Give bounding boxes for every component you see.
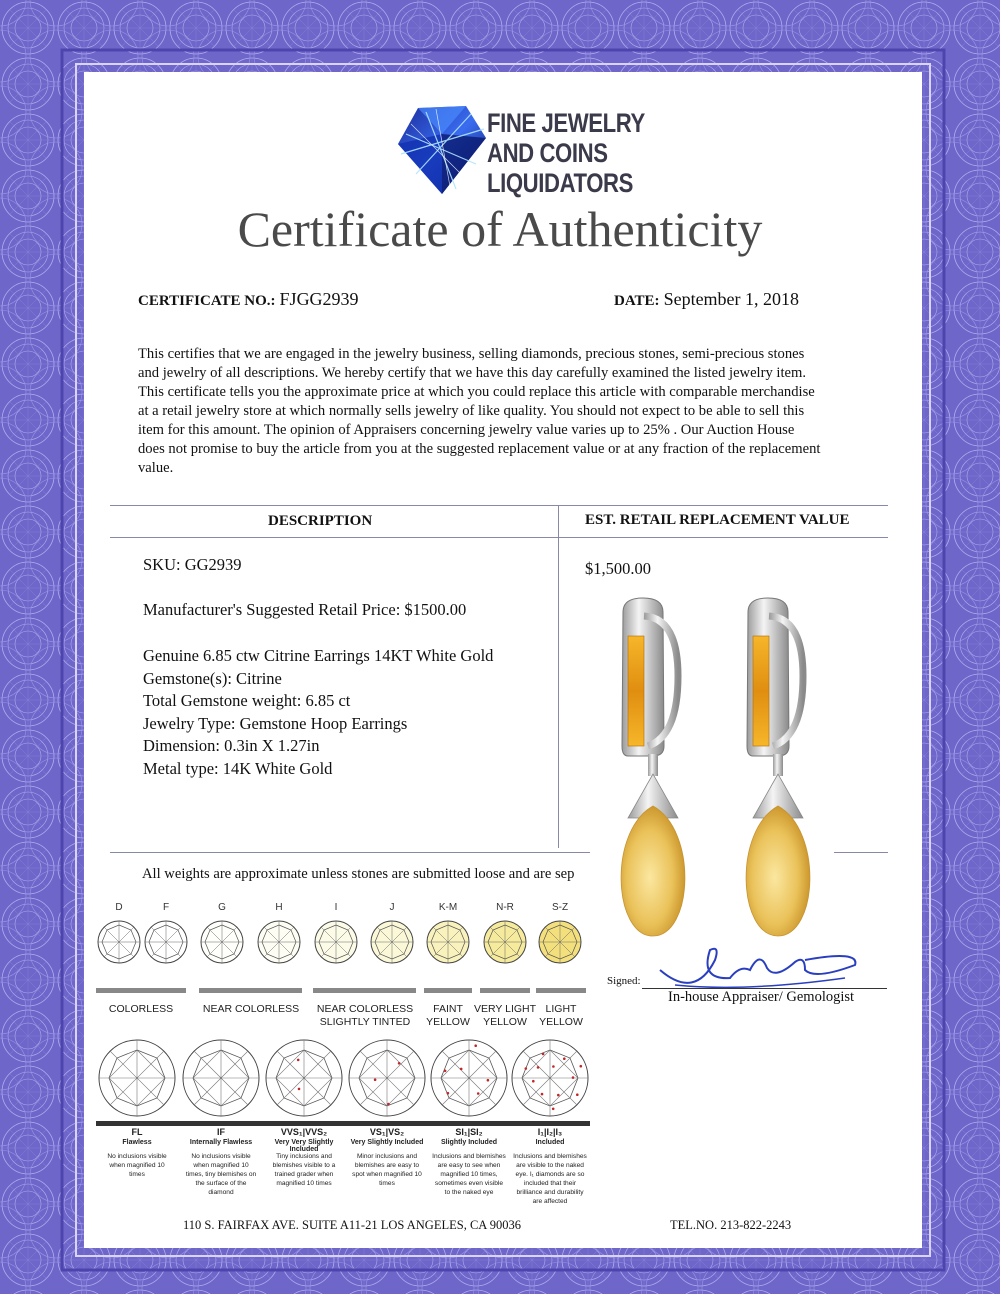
table-bottom-rule-left [110, 852, 590, 853]
diamond-clarity-icon [181, 1038, 261, 1118]
clarity-description-line: Tiny inclusions and [276, 1153, 332, 1160]
clarity-code: VVS₁|VVS₂ [280, 1127, 328, 1137]
date-value: September 1, 2018 [663, 289, 800, 309]
clarity-description [180, 1152, 262, 1197]
diamond-color-icon [313, 919, 359, 965]
clarity-description-line: No inclusions visible [107, 1153, 167, 1160]
clarity-description-line: Minor inclusions and [356, 1153, 418, 1160]
certificate-number-value: FJGG2939 [279, 289, 359, 309]
sku: SKU: GG2939 [143, 555, 242, 574]
clarity-description-line: are visible to the naked [516, 1162, 584, 1169]
color-grade-label: K-M [438, 902, 458, 913]
certificate-date [614, 289, 799, 310]
table-column-divider [558, 505, 559, 848]
description-line: Jewelry Type: Gemstone Hoop Earrings [143, 713, 408, 733]
clarity-name: Very Slightly Included [350, 1139, 424, 1146]
description-header: DESCRIPTION [268, 513, 373, 529]
clarity-description-line: magnified 10 times, [440, 1171, 498, 1178]
appraiser-title: In-house Appraiser/ Gemologist [668, 989, 855, 1005]
clarity-description-line: Inclusions and blemishes [432, 1153, 506, 1160]
diamond-color-icon [96, 919, 142, 965]
clarity-description-line: when magnified 10 [193, 1162, 249, 1169]
clarity-name: Slightly Included [440, 1139, 497, 1146]
color-group-bar [424, 988, 472, 993]
diamond-color-icon [256, 919, 302, 965]
color-grade-label: G [218, 902, 226, 913]
intro-line: does not promise to buy the article from you at the suggested replacement value or at any fraction of the replacement [138, 441, 821, 457]
color-category-line: YELLOW [426, 1016, 470, 1028]
clarity-code: IF [217, 1127, 225, 1137]
clarity-name: Flawless [122, 1139, 152, 1146]
diamond-clarity-icon [264, 1038, 344, 1118]
color-category-line: NEAR COLORLESS [316, 1003, 414, 1015]
clarity-description-line: brilliance and durability [516, 1189, 584, 1196]
intro-line: and jewelry of all descriptions. We hereby certify that we have this day carefully examined the listed jewelry item. [138, 365, 807, 381]
intro-paragraph [138, 345, 878, 478]
color-group-bar [199, 988, 302, 993]
clarity-description-line: times, tiny blemishes on [185, 1171, 257, 1178]
diamond-clarity-icon [347, 1038, 427, 1118]
description-line: Metal type: 14K White Gold [143, 758, 333, 778]
color-grade-label: D [115, 902, 123, 913]
clarity-name: Included [535, 1139, 565, 1146]
diamond-color-icon [482, 919, 528, 965]
value-header: EST. RETAIL REPLACEMENT VALUE [585, 512, 850, 528]
clarity-code: I₁|I₂|I₃ [537, 1127, 563, 1137]
clarity-description-line: No inclusions visible [191, 1153, 251, 1160]
clarity-description-line: Inclusions and blemishes [513, 1153, 587, 1160]
color-category-line: YELLOW [539, 1016, 583, 1028]
intro-line: value. [138, 460, 174, 476]
color-category-line: YELLOW [483, 1016, 527, 1028]
color-grade-label: N-R [496, 902, 514, 913]
gem-logo-icon [396, 104, 488, 196]
table-header-rule [110, 537, 888, 538]
clarity-description-line: blemishes are easy to [354, 1162, 420, 1169]
clarity-description-line: times [379, 1180, 395, 1187]
color-category-line: SLIGHTLY TINTED [319, 1016, 411, 1028]
footer-address: 110 S. FAIRFAX AVE. SUITE A11-21 LOS ANGELES, CA 90036 [183, 1218, 521, 1232]
clarity-description [509, 1152, 591, 1206]
clarity-description-line: sometimes even visible [434, 1180, 504, 1187]
page-title: Certificate of Authenticity [237, 201, 763, 257]
color-group-bar [96, 988, 186, 993]
diamond-clarity-icon [510, 1038, 590, 1118]
diamond-color-icon [199, 919, 245, 965]
color-category-line: NEAR COLORLESS [202, 1003, 300, 1015]
description-line: Genuine 6.85 ctw Citrine Earrings 14KT White Gold [143, 646, 494, 665]
clarity-code: VS₁|VS₂ [369, 1127, 405, 1137]
earring-left [621, 598, 685, 936]
color-grade-label: I [334, 902, 338, 913]
diamond-color-icon [537, 919, 583, 965]
date-label: DATE: [614, 293, 660, 309]
clarity-description-line: eye. I₁ diamonds are so [515, 1171, 585, 1178]
color-category-line: COLORLESS [108, 1003, 174, 1015]
footer-phone: TEL.NO. 213-822-2243 [670, 1218, 792, 1232]
diamond-color-icon [425, 919, 471, 965]
retail-value: $1,500.00 [585, 559, 651, 578]
certificate-number [138, 289, 359, 310]
color-category [506, 1003, 616, 1029]
description-details [143, 645, 493, 781]
clarity-description [263, 1152, 345, 1188]
clarity-description-line: blemishes visible to a [272, 1162, 336, 1169]
color-grade-label: F [162, 902, 170, 913]
logo-line-1: FINE JEWELRY [487, 108, 645, 138]
clarity-description-line: included that their [523, 1180, 577, 1187]
clarity-description [428, 1152, 510, 1197]
description-line: Gemstone(s): Citrine [143, 668, 282, 688]
color-grade-label: S-Z [551, 902, 569, 913]
logo-line-2: AND COINS [487, 138, 608, 168]
logo-text [487, 108, 645, 198]
logo-line-3: LIQUIDATORS [487, 168, 633, 198]
clarity-description-line: diamond [208, 1189, 234, 1196]
intro-line: This certificate tells you the approximate price at which you could replace this article with comparable merchandise [138, 384, 815, 400]
intro-line: at a retail jewelry store at which normally sells jewelry of like quality. You should not expect to be able to sell this [138, 403, 805, 419]
color-category [196, 1003, 306, 1016]
diamond-color-icon [369, 919, 415, 965]
msrp: Manufacturer's Suggested Retail Price: $1500.00 [143, 600, 467, 619]
color-category-line: FAINT [433, 1003, 463, 1015]
table-top-rule [110, 505, 888, 506]
clarity-description-line: spot when magnified 10 [352, 1171, 422, 1178]
color-category [86, 1003, 196, 1016]
color-grade-label: H [275, 902, 283, 913]
clarity-name: Very Very Slightly Included [274, 1139, 334, 1153]
diamond-clarity-icon [97, 1038, 177, 1118]
clarity-code: SI₁|SI₂ [455, 1127, 483, 1137]
diamond-color-icon [143, 919, 189, 965]
clarity-description-line: to the naked eye [444, 1189, 494, 1196]
intro-line: This certifies that we are engaged in the jewelry business, selling diamonds, precious stones, semi-precious stones [138, 346, 805, 362]
weights-note: All weights are approximate unless stones are submitted loose and are sep [142, 866, 575, 882]
color-grade-label: J [389, 902, 395, 913]
clarity-description [96, 1152, 178, 1179]
intro-line: item for this amount. The opinion of Appraisers concerning jewelry value varies up to 25% . Our Auction House [138, 422, 795, 438]
color-group-bar [313, 988, 416, 993]
clarity-description [346, 1152, 428, 1188]
color-category-line: LIGHT [545, 1003, 577, 1015]
color-group-bar [536, 988, 586, 993]
color-group-bar [480, 988, 530, 993]
clarity-description-line: the surface of the [195, 1180, 247, 1187]
clarity-description-line: times [129, 1171, 145, 1178]
clarity-description-line: trained grader when [274, 1171, 334, 1178]
signed-label: Signed: [607, 975, 641, 987]
diamond-clarity-icon [429, 1038, 509, 1118]
clarity-description-line: when magnified 10 [109, 1162, 165, 1169]
certificate-number-label: CERTIFICATE NO.: [138, 293, 276, 309]
clarity-code: FL [131, 1127, 143, 1137]
description-line: Dimension: 0.3in X 1.27in [143, 736, 320, 756]
clarity-bar [96, 1121, 590, 1126]
clarity-description-line: are easy to see when [437, 1162, 501, 1169]
citrine-earrings-image [598, 596, 848, 956]
description-line: Total Gemstone weight: 6.85 ct [143, 691, 351, 711]
color-category-line: VERY LIGHT [473, 1003, 537, 1015]
clarity-description-line: magnified 10 times [276, 1180, 332, 1187]
earring-right [746, 598, 810, 936]
clarity-description-line: are affected [532, 1198, 568, 1205]
clarity-name: Internally Flawless [189, 1139, 253, 1146]
